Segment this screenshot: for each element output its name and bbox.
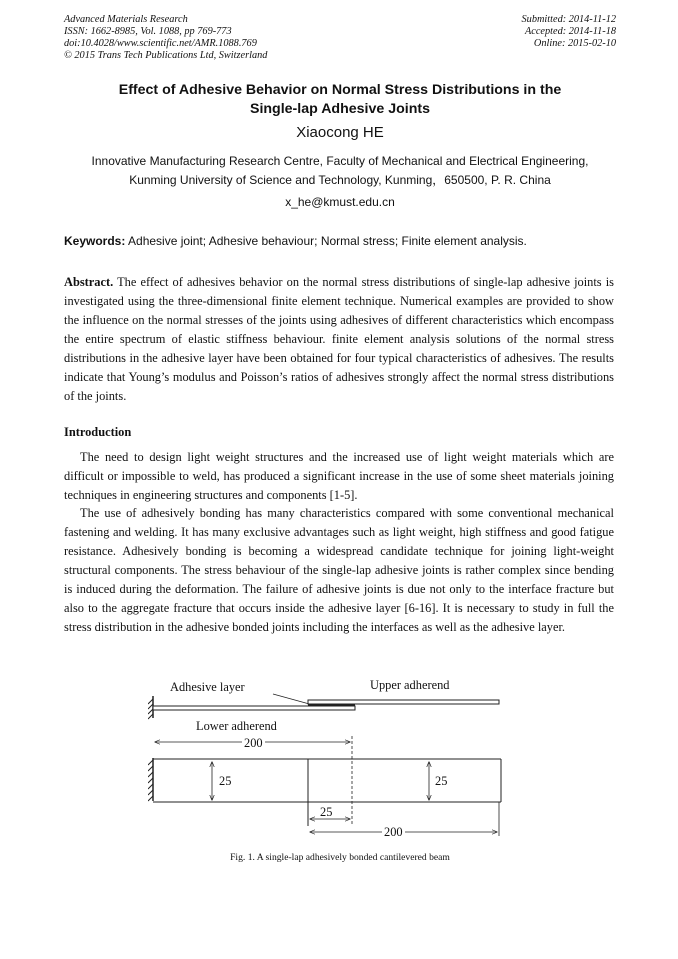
figure-caption: Fig. 1. A single-lap adhesively bonded cantilevered beam: [230, 852, 450, 863]
abstract-label: Abstract.: [64, 275, 114, 289]
adhesive-leader-line: [273, 694, 313, 705]
dim-upper-length-label: 200: [384, 825, 403, 839]
accepted-date: Accepted: 2014-11-18: [524, 26, 616, 37]
label-lower-adherend: Lower adherend: [196, 719, 277, 733]
section-heading-introduction: Introduction: [64, 425, 132, 439]
doi-line: doi:10.4028/www.scientific.net/AMR.1088.769: [64, 38, 257, 49]
author-email: x_he@kmust.edu.cn: [285, 195, 395, 209]
side-lower-adherend: [153, 706, 355, 710]
keywords-label: Keywords:: [64, 234, 126, 248]
abstract-text: The effect of adhesives behavior on the normal stress distributions of single-lap adhesive joints is investigated using the three-dimensional finite element technique. Numerical examples are provided to show the influence on the normal stresses of the joints using adhesives of different characteristics which encompass the entire spectrum of elastic stiffness behaviour. finite element analysis solutions of the normal stress distributions in the adhesive layer have been obtained for four typical characteristics of adhesives. The results indicate that Young’s modulus and Poisson’s ratios of adhesives strongly affect the normal stress distributions of the joints.: [64, 275, 614, 403]
affiliation: [64, 152, 616, 190]
title-line-1: Effect of Adhesive Behavior on Normal Stress Distributions in the: [118, 82, 562, 98]
dim-lower-length-label: 200: [244, 736, 263, 750]
label-upper-adherend: Upper adherend: [370, 678, 450, 692]
title-line-2: Single-lap Adhesive Joints: [249, 101, 430, 117]
side-view-wall: [148, 696, 153, 719]
copyright-line: © 2015 Trans Tech Publications Ltd, Switzerland: [64, 50, 268, 61]
header-right: [522, 14, 616, 50]
paper-title: [64, 81, 616, 119]
submitted-date: Submitted: 2014-11-12: [521, 14, 616, 25]
dim-upper-width-label: 25: [435, 774, 448, 788]
figure-1: [148, 676, 508, 851]
dim-overlap-label: 25: [320, 805, 333, 819]
label-adhesive-layer: Adhesive layer: [170, 680, 245, 694]
intro-paragraph-2: The use of adhesively bonding has many characteristics compared with some conventional mechanical fastening and welding. It has many exclusive advantages such as light weight, high stiffness and good fatigue resistance. Adhesively bonding is becoming a widespread candidate technique for joining light-weight structural components. The stress behaviour of the single-lap adhesive joints is rather complex since bending is induced during the deformation. The failure of adhesive joints is due not only to the interface fracture but also to the aggregate fracture that occurs inside the adhesive layer [6-16]. It is necessary to study in full the stress distribution in the adhesive bonded joints including the interfaces as well as the adhesive layer.: [64, 506, 614, 634]
keywords-text: Adhesive joint; Adhesive behaviour; Normal stress; Finite element analysis.: [125, 234, 527, 248]
keywords: [64, 234, 616, 248]
header-left: [64, 14, 267, 62]
online-date: Online: 2015-02-10: [533, 38, 616, 49]
dim-lower-width-label: 25: [219, 774, 232, 788]
beam-diagram: [148, 676, 508, 851]
journal-name: Advanced Materials Research: [64, 14, 188, 25]
issn-line: ISSN: 1662-8985, Vol. 1088, pp 769-773: [64, 26, 232, 37]
abstract: [64, 273, 614, 406]
intro-paragraph-1: The need to design light weight structures and the increased use of light weight materials which are difficult or impossible to weld, has produced a significant increase in the use of some sheet materials joining techniques in engineering structures and components [1-5].: [64, 450, 614, 502]
author-name: Xiaocong HE: [296, 124, 384, 141]
affiliation-line-1: Innovative Manufacturing Research Centre, Faculty of Mechanical and Electrical Engineering,: [91, 154, 589, 168]
top-view-wall: [148, 758, 153, 801]
side-upper-adherend: [308, 700, 499, 704]
affiliation-line-2: Kunming University of Science and Technology, Kunming，650500, P. R. China: [129, 173, 551, 187]
